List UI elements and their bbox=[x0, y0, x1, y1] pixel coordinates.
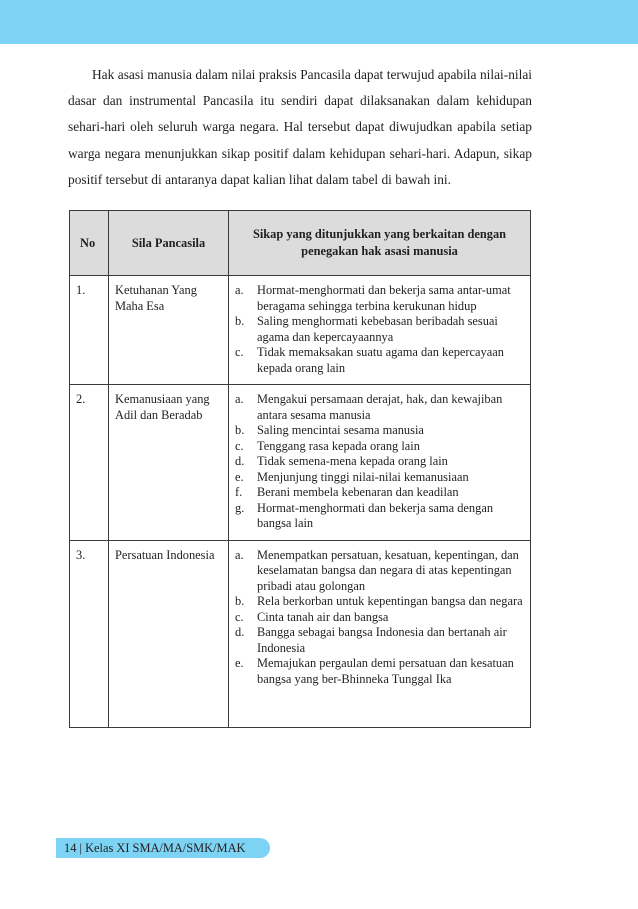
sikap-item bbox=[235, 345, 524, 376]
sikap-item-letter: e. bbox=[235, 656, 244, 670]
sikap-item-text: Tidak semena-mena kepada orang lain bbox=[257, 454, 448, 468]
table-row bbox=[70, 540, 531, 727]
header-sila: Sila Pancasila bbox=[109, 211, 229, 276]
page-footer bbox=[56, 838, 270, 858]
sikap-item bbox=[235, 314, 524, 345]
sikap-item bbox=[235, 392, 524, 423]
sikap-item-text: Tenggang rasa kepada orang lain bbox=[257, 438, 420, 453]
sikap-item bbox=[235, 594, 524, 610]
sikap-item bbox=[235, 625, 524, 656]
sikap-item-text: Hormat-menghormati dan bekerja sama antar-umat beragama sehingga terbina kerukunan hidup bbox=[257, 283, 511, 313]
sikap-item-letter: c. bbox=[235, 609, 244, 624]
table-body bbox=[70, 276, 531, 728]
row-sila: Persatuan Indonesia bbox=[109, 540, 229, 727]
sikap-item bbox=[235, 470, 524, 486]
sikap-item-letter: e. bbox=[235, 469, 244, 484]
sikap-list bbox=[235, 392, 524, 532]
sikap-item bbox=[235, 283, 524, 314]
sikap-item-letter: a. bbox=[235, 547, 244, 562]
sikap-list bbox=[235, 283, 524, 376]
footer-label: 14 | Kelas XI SMA/MA/SMK/MAK bbox=[64, 841, 246, 855]
sikap-item-letter: c. bbox=[235, 438, 244, 453]
top-color-band bbox=[0, 0, 638, 44]
sikap-item-text: Tidak memaksakan suatu agama dan kepercayaan kepada orang lain bbox=[257, 345, 504, 375]
sikap-item-text: Saling menghormati kebebasan beribadah sesuai agama dan kepercayaannya bbox=[257, 314, 498, 344]
sikap-item bbox=[235, 501, 524, 532]
table-header-row bbox=[70, 211, 531, 276]
sikap-item-text: Memajukan pergaulan demi persatuan dan kesatuan bangsa yang ber-Bhinneka Tunggal Ika bbox=[257, 656, 514, 686]
sikap-item-text: Saling mencintai sesama manusia bbox=[257, 423, 424, 437]
sikap-item bbox=[235, 610, 524, 626]
sikap-item bbox=[235, 454, 524, 470]
sikap-item-letter: d. bbox=[235, 625, 245, 639]
row-sikap bbox=[229, 276, 531, 385]
sikap-item-text: Menempatkan persatuan, kesatuan, kepentingan, dan keselamatan bangsa dan negara di atas kepentingan pribadi atau golongan bbox=[257, 547, 519, 593]
sikap-item-letter: a. bbox=[235, 392, 244, 406]
sikap-item bbox=[235, 423, 524, 439]
row-sikap bbox=[229, 385, 531, 541]
row-sila: Ketuhanan Yang Maha Esa bbox=[109, 276, 229, 385]
intro-paragraph: Hak asasi manusia dalam nilai praksis Pancasila dapat terwujud apabila nilai-nilai dasar dan instrumental Pancasila itu sendiri dapat dilaksanakan dalam kehidupan sehari-hari oleh seluruh warga negara. Hal tersebut dapat diwujudkan apabila setiap warga negara menunjukkan sikap positif dalam kehidupan sehari-hari. Adapun, sikap positif tersebut di antaranya dapat kalian lihat dalam tabel di bawah ini. bbox=[68, 67, 532, 187]
sikap-item-letter: d. bbox=[235, 454, 245, 468]
sikap-item-letter: f. bbox=[235, 485, 243, 499]
sikap-item-text: Hormat-menghormati dan bekerja sama dengan bangsa lain bbox=[257, 500, 494, 530]
sikap-item-text: Bangga sebagai bangsa Indonesia dan bertanah air Indonesia bbox=[257, 625, 507, 655]
sikap-item-text: Berani membela kebenaran dan keadilan bbox=[257, 485, 459, 499]
sikap-item bbox=[235, 439, 524, 455]
sikap-list bbox=[235, 548, 524, 688]
sikap-item-letter: b. bbox=[235, 594, 245, 608]
sikap-item-text: Cinta tanah air dan bangsa bbox=[257, 609, 389, 624]
sikap-item-text: Rela berkorban untuk kepentingan bangsa dan negara bbox=[257, 594, 523, 608]
sikap-item-text: Mengakui persamaan derajat, hak, dan kewajiban antara sesama manusia bbox=[257, 392, 503, 422]
row-number: 3. bbox=[70, 540, 109, 727]
sikap-item-text: Menjunjung tinggi nilai-nilai kemanusiaan bbox=[257, 469, 469, 484]
sikap-item-letter: a. bbox=[235, 283, 244, 297]
sikap-item-letter: b. bbox=[235, 423, 245, 437]
row-number: 2. bbox=[70, 385, 109, 541]
row-sila: Kemanusiaan yang Adil dan Beradab bbox=[109, 385, 229, 541]
sikap-item-letter: g. bbox=[235, 500, 245, 515]
sikap-item bbox=[235, 548, 524, 595]
row-number: 1. bbox=[70, 276, 109, 385]
sila-table bbox=[69, 210, 531, 728]
header-sikap: Sikap yang ditunjukkan yang berkaitan dengan penegakan hak asasi manusia bbox=[229, 211, 531, 276]
row-sikap bbox=[229, 540, 531, 727]
header-no: No bbox=[70, 211, 109, 276]
sikap-item bbox=[235, 656, 524, 687]
table-row bbox=[70, 276, 531, 385]
sikap-item bbox=[235, 485, 524, 501]
sikap-item-letter: b. bbox=[235, 314, 245, 328]
table-row bbox=[70, 385, 531, 541]
sikap-item-letter: c. bbox=[235, 345, 244, 359]
